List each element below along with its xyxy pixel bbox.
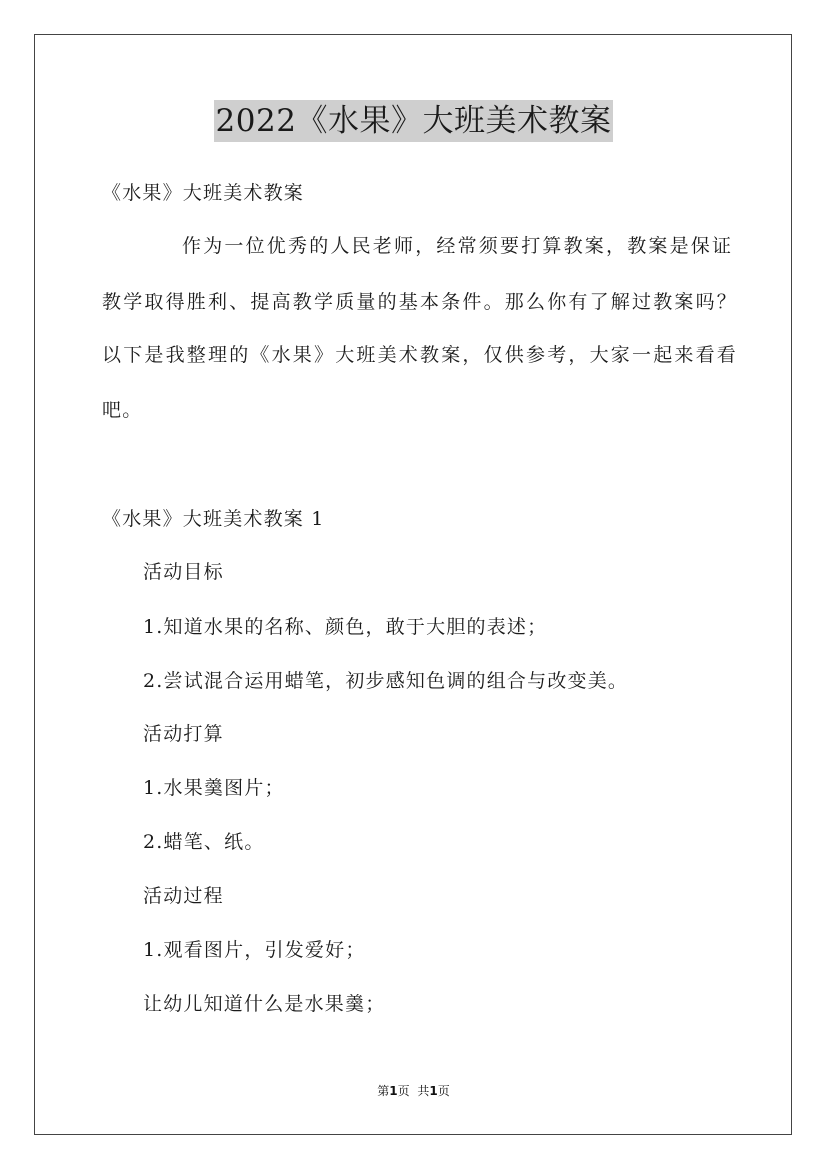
prep-item-2: 2.蜡笔、纸。 [143,831,265,853]
title-wrap [0,100,827,142]
intro-line-2: 教学取得胜利、提高教学质量的基本条件。那么你有了解过教案吗？ [102,291,739,313]
section-title: 《水果》大班美术教案 1 [102,508,325,530]
prep-item-1: 1.水果羹图片； [143,777,285,799]
footer-total-pages: 1 [429,1084,438,1098]
footer-page-prefix: 第 [377,1084,390,1098]
process-item-1: 1.观看图片，引发爱好； [143,939,366,961]
footer-total-prefix: 共 [417,1084,430,1098]
footer-page-suffix: 页 [397,1084,410,1098]
goal-item-1: 1.知道水果的名称、颜色，敢于大胆的表述； [143,616,548,638]
process-item-detail: 让幼儿知道什么是水果羹； [143,993,386,1015]
footer-total-suffix: 页 [437,1084,450,1098]
heading-activity-process: 活动过程 [143,885,224,907]
document-subtitle: 《水果》大班美术教案 [102,182,305,204]
heading-activity-goals: 活动目标 [143,561,224,583]
heading-activity-prep: 活动打算 [143,723,224,745]
intro-line-3: 以下是我整理的《水果》大班美术教案，仅供参考，大家一起来看看 [102,344,739,366]
document-title: 2022《水果》大班美术教案 [214,100,614,142]
intro-line-4: 吧。 [102,399,143,421]
page-footer [0,1083,827,1099]
goal-item-2: 2.尝试混合运用蜡笔，初步感知色调的组合与改变美。 [143,670,629,692]
intro-line-1: 作为一位优秀的人民老师，经常须要打算教案，教案是保证 [182,235,734,257]
footer-page-number: 1 [389,1084,398,1098]
